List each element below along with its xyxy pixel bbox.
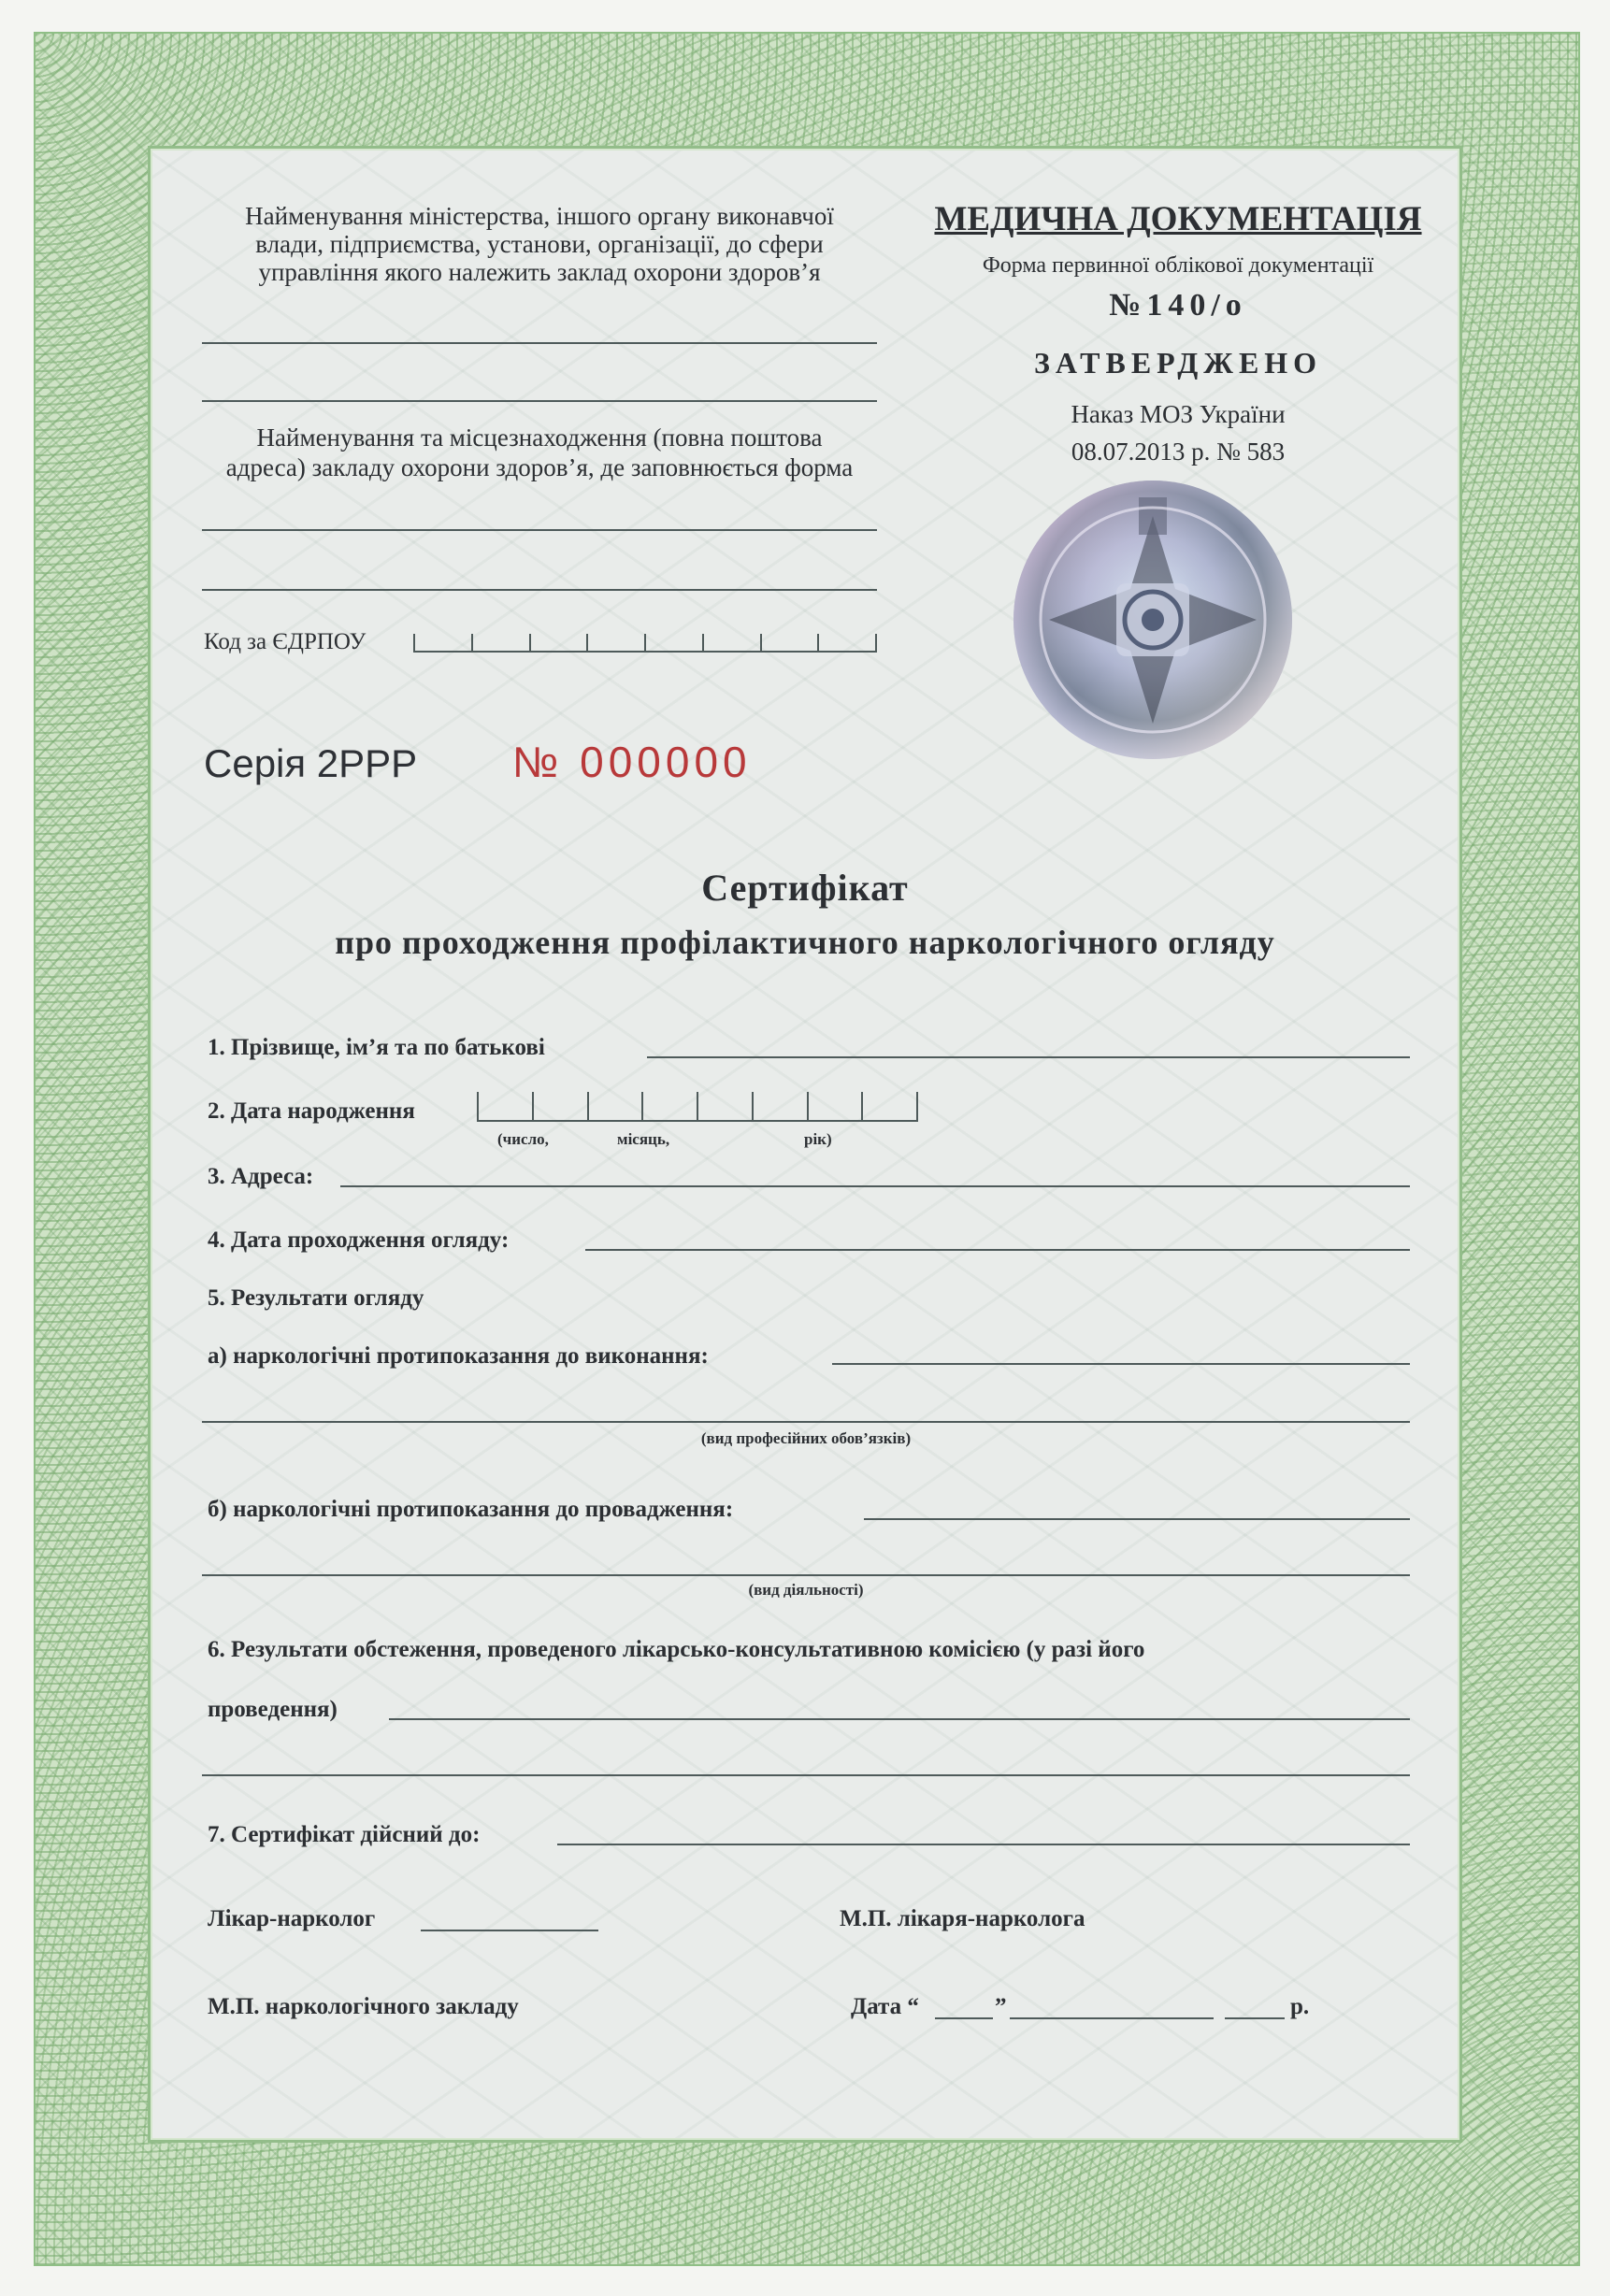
full-name-line[interactable] (647, 1056, 1410, 1058)
date-prefix: Дата “ (851, 1994, 919, 2019)
doctor-stamp-label: М.П. лікаря-нарколога (840, 1906, 1085, 1931)
ministry-line-1[interactable] (202, 342, 877, 344)
facility-line-1[interactable] (202, 529, 877, 531)
commission-line-1[interactable] (389, 1718, 1410, 1720)
birth-date-hint-day: (число, (497, 1130, 549, 1148)
ministry-caption-line: Найменування міністерства, іншого органу виконавчої (245, 202, 834, 230)
birth-date-hint-year: рік) (804, 1130, 832, 1148)
field-commission-label-cont: проведення) (208, 1697, 338, 1722)
birth-date-boxes[interactable] (477, 1092, 918, 1122)
facility-caption-line: Найменування та місцезнаходження (повна поштова (256, 423, 823, 452)
facility-line-2[interactable] (202, 589, 877, 591)
facility-stamp-label: М.П. наркологічного закладу (208, 1994, 519, 2019)
certificate-title: Сертифікат (701, 867, 909, 909)
field-birth-date-label: 2. Дата народження (208, 1098, 415, 1124)
approved-label: ЗАТВЕРДЖЕНО (1033, 346, 1323, 380)
order-line-2: 08.07.2013 р. № 583 (1071, 438, 1286, 466)
medical-docs-title: МЕДИЧНА ДОКУМЕНТАЦІЯ (934, 200, 1422, 238)
ministry-line-2[interactable] (202, 400, 877, 402)
ministry-caption-line: управління якого належить заклад охорони здоров’я (258, 258, 821, 286)
date-mid: ” (995, 1994, 1007, 2019)
facility-caption (198, 423, 881, 482)
series-label: Серія 2РРР (204, 741, 418, 785)
date-month-line[interactable] (1010, 2017, 1214, 2019)
field-exam-date-label: 4. Дата проходження огляду: (208, 1227, 510, 1253)
date-suffix: р. (1290, 1994, 1310, 2019)
ministry-caption-line: влади, підприємства, установи, організації, до сфери (255, 230, 824, 258)
date-day-line[interactable] (935, 2017, 993, 2019)
field-valid-until-label: 7. Сертифікат дійсний до: (208, 1822, 481, 1847)
field-address-label: 3. Адреса: (208, 1164, 314, 1189)
facility-caption-line: адреса) закладу охорони здоров’я, де заповнюється форма (225, 453, 854, 481)
commission-line-2[interactable] (202, 1774, 1410, 1776)
form-number: №140/о (1109, 288, 1247, 323)
doctor-label: Лікар-нарколог (208, 1906, 376, 1931)
field-full-name-label: 1. Прізвище, ім’я та по батькові (208, 1035, 545, 1060)
form-type-label: Форма первинної облікової документації (982, 253, 1374, 278)
edrpou-code-boxes[interactable] (413, 634, 877, 653)
birth-date-hint-month: місяць, (617, 1130, 670, 1148)
doctor-signature-line[interactable] (421, 1930, 598, 1931)
ministry-caption (198, 202, 881, 286)
contraindications-duties-line-1[interactable] (832, 1363, 1410, 1365)
field-5b-label: б) наркологічні протипоказання до провадження: (208, 1497, 734, 1522)
date-year-line[interactable] (1225, 2017, 1285, 2019)
field-commission-label: 6. Результати обстеження, проведеного лікарсько-консультативною комісією (у разі його (208, 1637, 1145, 1662)
contraindications-activity-line-1[interactable] (864, 1518, 1410, 1520)
hologram-seal (1012, 479, 1294, 761)
field-exam-results-label: 5. Результати огляду (208, 1285, 424, 1311)
serial-number: № 000000 (512, 738, 752, 786)
valid-until-line[interactable] (557, 1844, 1410, 1845)
exam-date-line[interactable] (585, 1249, 1410, 1251)
duties-hint: (вид професійних обов’язків) (700, 1429, 912, 1447)
order-line-1: Наказ МОЗ України (1071, 400, 1286, 428)
certificate-subtitle: про проходження профілактичного наркологічного огляду (335, 924, 1275, 961)
contraindications-activity-line-2[interactable] (202, 1574, 1410, 1576)
address-line[interactable] (340, 1185, 1410, 1187)
contraindications-duties-line-2[interactable] (202, 1421, 1410, 1423)
edrpou-label: Код за ЄДРПОУ (204, 629, 367, 654)
field-5a-label: а) наркологічні протипоказання до виконання: (208, 1343, 709, 1369)
activity-hint: (вид діяльності) (748, 1581, 864, 1599)
